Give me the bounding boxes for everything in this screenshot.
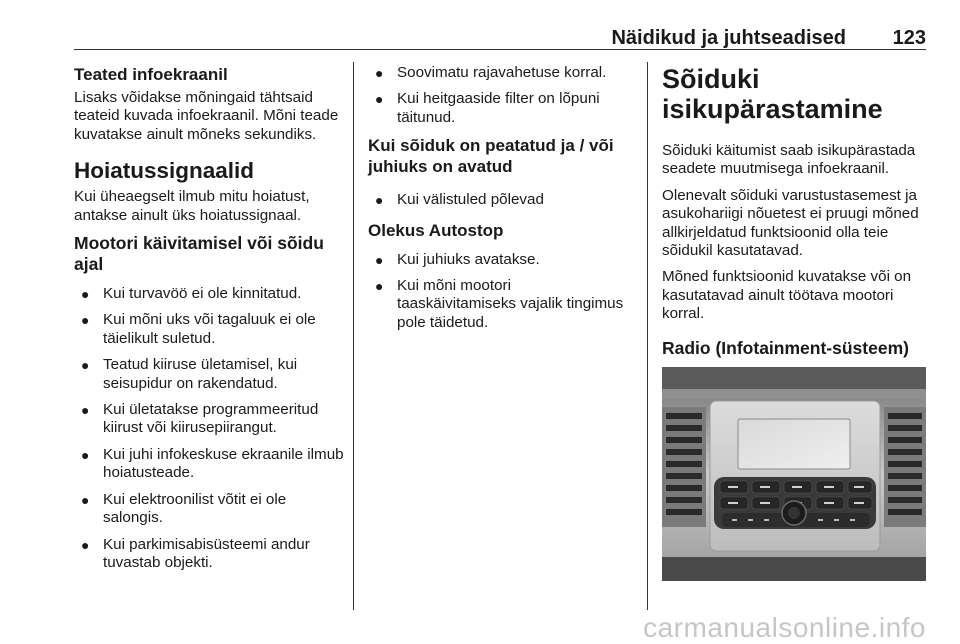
header-rule xyxy=(74,49,926,50)
list-top xyxy=(368,64,630,127)
paragraph-hoiatussignaalid: Kui üheaegselt ilmub mitu hoiatust, antakse ainult üks hoiatussignaal. xyxy=(74,188,310,224)
section-title: Näidikud ja juhtseadised xyxy=(611,27,846,49)
page-number: 123 xyxy=(892,27,926,49)
bullet-icon: ● xyxy=(81,446,90,463)
display-screen xyxy=(738,419,850,469)
bullet-icon: ● xyxy=(375,192,384,209)
paragraph-2: Olenevalt sõiduki varustustasemest ja asukohariigi nõuetest ei pruugi mõned allkirjeldatud funktsioonid olla teie sõidukil kasutatavad. xyxy=(662,186,919,260)
heading-peatatud: Kui sõiduk on peatatud ja / või juhiuks on avatud xyxy=(368,136,614,177)
right-vent-icon xyxy=(884,407,926,527)
paragraph-3: Mõned funktsioonid kuvatakse või on kasutatavad ainult töötava mootori korral. xyxy=(662,268,912,323)
bullet-icon: ● xyxy=(375,251,384,268)
bullet-icon: ● xyxy=(375,65,384,81)
column-3 xyxy=(662,64,926,359)
list-autostop xyxy=(368,251,630,333)
list-item: ● Kui juhiuks avatakse. xyxy=(375,250,540,268)
column-divider-2 xyxy=(647,62,648,610)
page-header xyxy=(74,24,926,48)
list-item: ● Kui heitgaaside filter on lõpuni täitunud. xyxy=(375,90,600,126)
infotainment-panel-image xyxy=(662,367,926,581)
list-item: ● Kui mõni mootori taaskäivitamiseks vajalik tingimus pole täidetud. xyxy=(375,277,624,331)
left-vent-icon xyxy=(662,407,706,527)
list-peatatud xyxy=(368,191,630,209)
list-item: ● Kui parkimisabisüsteemi andur tuvastab objekti. xyxy=(81,535,310,571)
list-item: ● Teatud kiiruse ületamisel, kui seisupidur on rakendatud. xyxy=(81,356,298,392)
column-1 xyxy=(74,64,344,580)
bullet-icon: ● xyxy=(375,278,384,295)
watermark: carmanualsonline.info xyxy=(643,612,926,643)
bullet-icon: ● xyxy=(81,286,90,303)
bullet-icon: ● xyxy=(375,91,384,108)
list-mootor xyxy=(74,285,344,572)
heading-autostop: Olekus Autostop xyxy=(368,220,504,240)
heading-radio: Radio (Infotainment-süsteem) xyxy=(662,337,909,358)
heading-hoiatussignaalid: Hoiatussignaalid xyxy=(74,158,255,184)
list-item: ● Kui elektroonilist võtit ei ole salongis. xyxy=(81,490,287,527)
list-item: ● Kui juhi infokeskuse ekraanile ilmub hoiatusteade. xyxy=(81,445,344,482)
bullet-icon: ● xyxy=(81,536,90,553)
list-item: ● Soovimatu rajavahetuse korral. xyxy=(375,64,607,81)
column-divider-1 xyxy=(353,62,354,610)
heading-isikuparastamine: Sõiduki isikupärastamine xyxy=(662,64,883,124)
list-item: ● Kui mõni uks või tagaluuk ei ole täielikult suletud. xyxy=(81,311,316,347)
volume-knob-icon xyxy=(782,501,806,525)
list-item: ● Kui turvavöö ei ole kinnitatud. xyxy=(81,285,302,303)
bullet-icon: ● xyxy=(81,312,90,329)
bullet-icon: ● xyxy=(81,402,90,419)
paragraph-infoekraan: Lisaks võidakse mõningaid tähtsaid teateid kuvada infoekraanil. Mõni teade kuvatakse ainult mõneks sekundiks. xyxy=(74,89,339,143)
bullet-icon: ● xyxy=(81,357,90,374)
paragraph-1: Sõiduki käitumist saab isikupärastada seadete muutmisega infoekraanil. xyxy=(662,142,916,178)
infotainment-photo xyxy=(662,367,926,581)
bullet-icon: ● xyxy=(81,491,90,508)
heading-mootor: Mootori käivitamisel või sõidu ajal xyxy=(74,233,324,275)
list-item: ● Kui ületatakse programmeeritud kiirust või kiirusepiirangut. xyxy=(81,401,319,437)
list-item: ● Kui välistuled põlevad xyxy=(375,191,544,209)
column-2 xyxy=(368,64,630,340)
heading-infoekraan: Teated infoekraanil xyxy=(74,65,228,84)
